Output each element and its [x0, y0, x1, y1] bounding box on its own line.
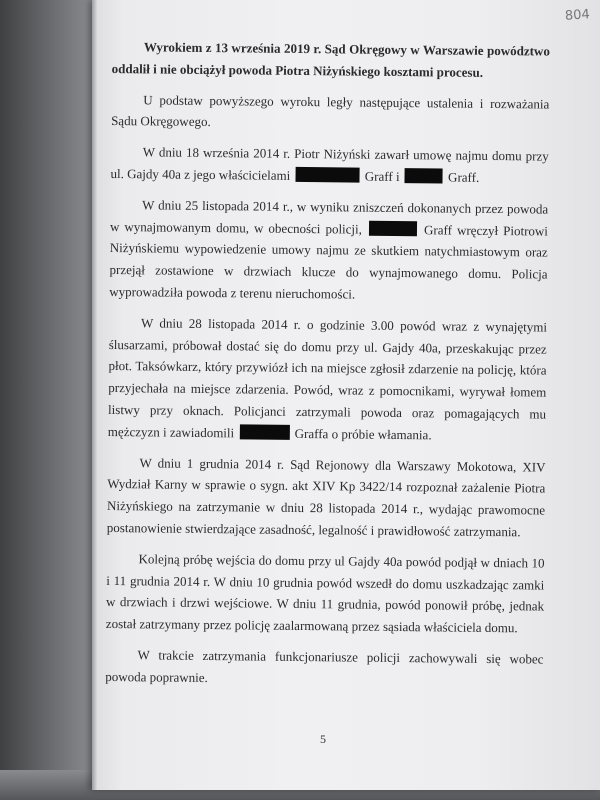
redaction-box: [239, 424, 289, 440]
paragraph-termination: [109, 194, 548, 308]
paragraph-break-in-attempt: [108, 312, 547, 447]
redaction-box: [296, 167, 360, 183]
text-segment: Graff i: [364, 168, 400, 185]
background-surface: [0, 0, 92, 800]
paragraph-basis: U podstaw powyższego wyroku legły następujące ustalenia i rozważania Sądu Okręgowego.: [111, 91, 550, 130]
document-body: [105, 36, 550, 701]
page-fold-shadow: [92, 0, 98, 790]
paragraph-verdict: Wyrokiem z 13 września 2019 r. Sąd Okręgowy w Warszawie powództwo oddalił i nie obciążył powoda Piotra Niżyńskiego kosztami procesu.: [111, 39, 550, 80]
paragraph-second-attempt: Kolejną próbę wejścia do domu przy ul Gajdy 40a powód podjął w dniach 10 i 11 grudnia 2014 r. W dniu 10 grudnia powód wszedł do domu uszkadzając zamki w drzwiach i drzwi wejściowe. W dniu 11 grudnia, powód ponowił próbę, jednak został zatrzymany przez policję zaalarmowaną przez sąsiada właściciela domu.: [105, 551, 545, 636]
redaction-box: [369, 220, 417, 236]
page-number: 5: [320, 732, 326, 746]
redaction-box: [405, 168, 443, 183]
text-segment: Graff wręczył Piotrowi Niżyńskiemu wypowiedzenie umowy najmu ze skutkiem natychmiastowym oraz przejął zostawione w drzwiach klucze do wynajmowanego domu. Policja wyprowadziła powoda z terenu nieruchomości.: [109, 221, 549, 302]
paragraph-police-conduct: W trakcie zatrzymania funkcjonariusze policji zachowywali się wobec powoda poprawnie.: [105, 647, 544, 685]
text-segment: W dniu 25 listopada 2014 r., w wyniku zniszczeń dokonanych przez powoda w wynajmowanym domu, w obecności policji,: [109, 197, 549, 237]
paragraph-court-ruling: W dniu 1 grudnia 2014 r. Sąd Rejonowy dla Warszawy Mokotowa, XIV Wydział Karny w sprawie o sygn. akt XIV Kp 3422/14 rozpoznał zażalenie Piotra Niżyńskiego na zatrzymanie w dniu 28 listopada 2014 r., wydając prawomocne postanowienie stwierdzające zasadność, legalność i prawidłowość zatrzymania.: [106, 454, 546, 540]
text-segment: Graffa o próbie włamania.: [294, 425, 432, 443]
text-segment: Graff.: [448, 169, 480, 185]
text-segment: W dniu 28 listopada 2014 r. o godzinie 3.00 powód wraz z wynajętymi ślusarzami, próbował dostać się do domu przy ul. Gajdy 40a, przeskakując przez płot. Taksówkarz, który przywiózł ich na miejsce zgłosił zdarzenie na policję, która przyjechała na miejsce zdarzenia. Powód, wraz z pomocnikami, wyrywał łomem listwy przy oknach. Policjanci zatrzymali powoda oraz pomagających mu mężczyzn i zawiadomili: [107, 315, 548, 441]
text-segment: W dniu 18 września 2014 r. Piotr Niżyński zawarł umowę najmu domu przy ul. Gajdy 40a z jego właścicielami: [110, 144, 549, 183]
handwritten-page-note: 804: [564, 7, 591, 24]
paragraph-lease: [110, 141, 548, 189]
